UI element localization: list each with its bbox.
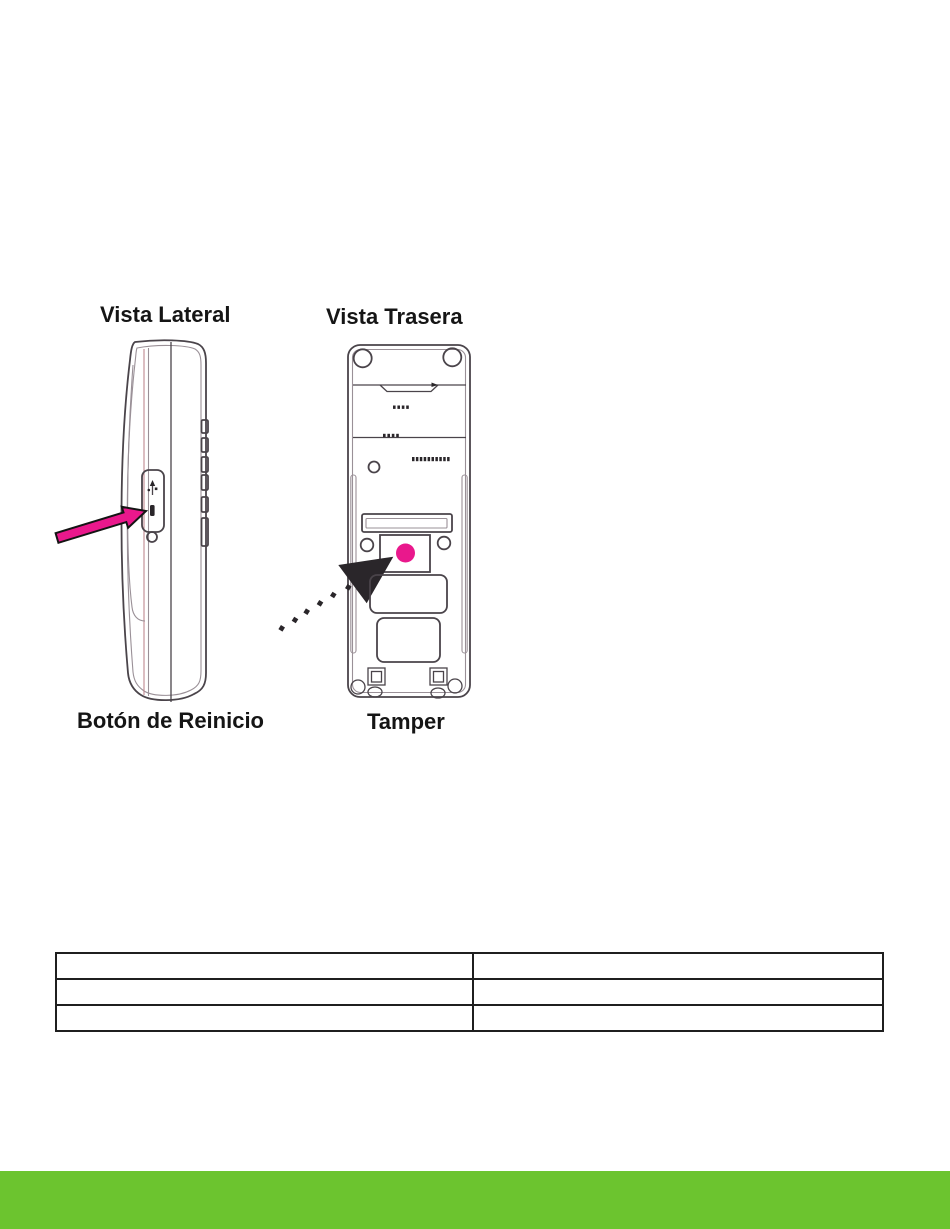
reset-button-caption: Botón de Reinicio (77, 708, 264, 733)
pin-row (383, 434, 399, 437)
rear-hole (369, 462, 380, 473)
mount-slot (362, 514, 452, 532)
rear-view-diagram (270, 335, 500, 710)
screw-hole (361, 539, 374, 552)
reset-arrow-icon (56, 507, 146, 543)
screw-hole (438, 537, 451, 550)
table-cell (56, 1005, 473, 1031)
mount-slot-inner (366, 519, 447, 529)
table-row (56, 953, 883, 979)
rear-view-title: Vista Trasera (326, 304, 463, 329)
side-rail (462, 475, 467, 653)
usb-port-cover (142, 470, 164, 532)
table-cell (56, 953, 473, 979)
table-cell (473, 1005, 883, 1031)
table-row (56, 979, 883, 1005)
screw-hole (354, 349, 372, 367)
bottom-feet (351, 668, 462, 698)
side-buttons (202, 420, 209, 546)
dotted-leader-line (278, 584, 351, 632)
table-row (56, 1005, 883, 1031)
pin-row (393, 406, 409, 409)
screw-hole (443, 348, 461, 366)
reset-hole (150, 505, 155, 516)
spec-table (55, 952, 884, 1032)
side-view-diagram (40, 335, 230, 710)
pin-row-long (412, 457, 450, 461)
rear-casing-inner (353, 350, 466, 693)
tamper-switch-dot (396, 544, 415, 563)
footer-green-bar (0, 1171, 950, 1229)
table-cell (473, 979, 883, 1005)
table-cell (473, 953, 883, 979)
battery-compartment (370, 575, 447, 613)
tamper-caption: Tamper (367, 709, 445, 734)
lower-compartment (377, 618, 440, 662)
table-cell (56, 979, 473, 1005)
handle-recess (380, 385, 438, 392)
side-view-title: Vista Lateral (100, 302, 231, 327)
tamper-arrow-icon (338, 557, 393, 604)
